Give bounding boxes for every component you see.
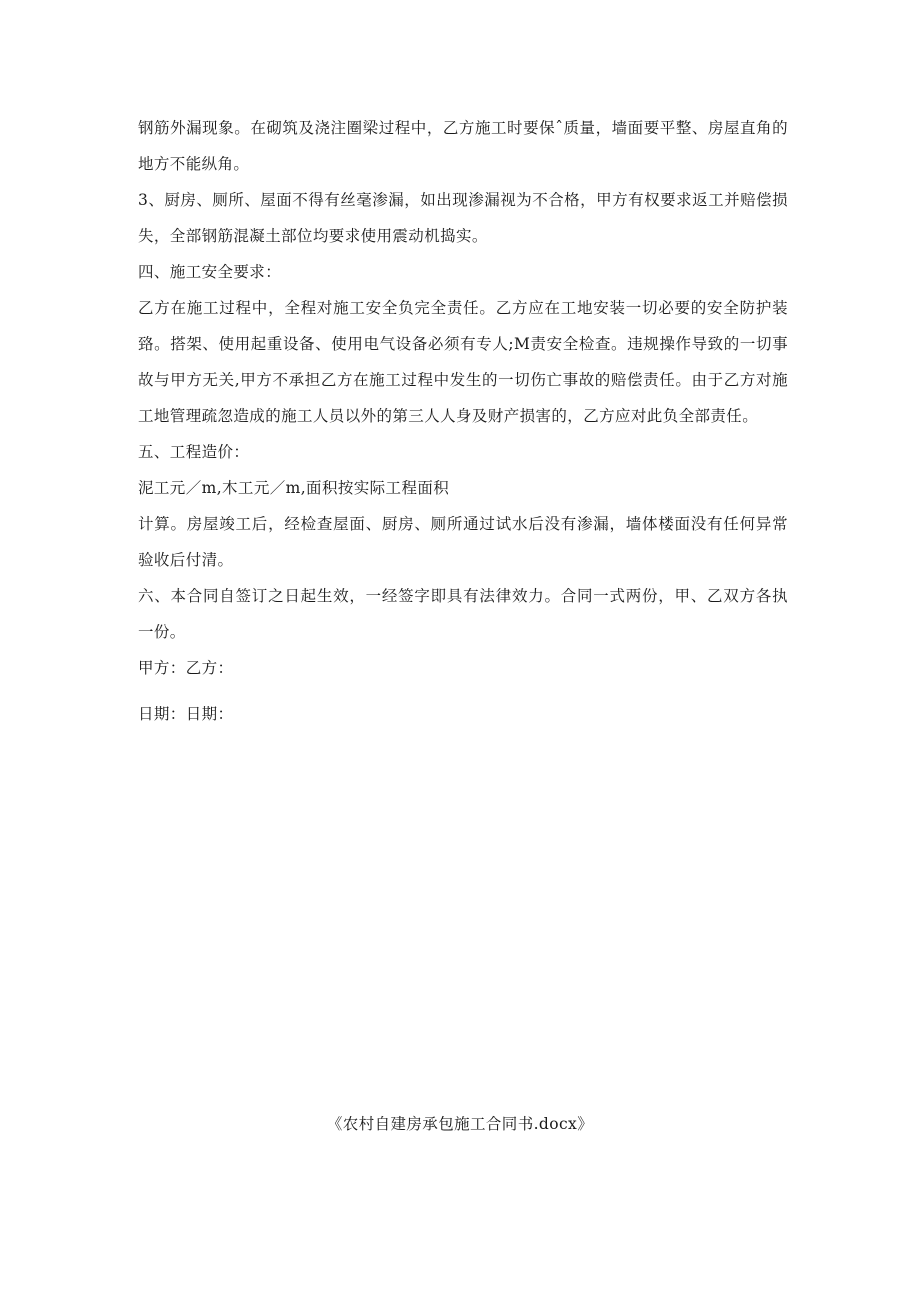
paragraph-unit-prices: 泥工元／m,木工元／m,面积按实际工程面积 xyxy=(138,479,450,497)
paragraph-payment-terms: 计算。房屋竣工后，经检查屋面、厨房、厕所通过试水后没有渗漏，墙体楼面没有任何异常验收后付清。 xyxy=(138,515,788,569)
paragraph-safety-terms: 乙方在施工过程中，全程对施工安全负完全责任。乙方应在工地安装一切必要的安全防护装臵。搭架、使用起重设备、使用电气设备必须有专人;M责安全检查。违规操作导致的一切事故与甲方无关,甲方不承担乙方在施工过程中发生的一切伤亡事故的赔偿责任。由于乙方对施工地管理疏忽造成的施工人员以外的第三人人身及财产损害的，乙方应对此负全部责任。 xyxy=(138,299,788,425)
paragraph-rebar-exposure: 钢筋外漏现象。在砌筑及浇注圈梁过程中，乙方施工时要保ˆ质量，墙面要平整、房屋直角的地方不能纵角。 xyxy=(138,119,788,173)
signature-party-line: 甲方：乙方： xyxy=(138,659,234,677)
document-body xyxy=(138,110,788,732)
signature-date-line: 日期：日期： xyxy=(138,705,234,723)
section-heading-safety: 四、施工安全要求： xyxy=(138,263,282,281)
paragraph-effective-clause: 六、本合同自签订之日起生效，一经签字即具有法律效力。合同一式两份，甲、乙双方各执一份。 xyxy=(138,587,788,641)
section-heading-cost: 五、工程造价： xyxy=(138,443,250,461)
document-footer-filename: 《农村自建房承包施工合同书.docx》 xyxy=(326,1115,594,1133)
paragraph-leakage-clause: 3、厨房、厕所、屋面不得有丝毫渗漏，如出现渗漏视为不合格，甲方有权要求返工并赔偿损失，全部钢筋混凝土部位均要求使用震动机捣实。 xyxy=(138,191,788,245)
